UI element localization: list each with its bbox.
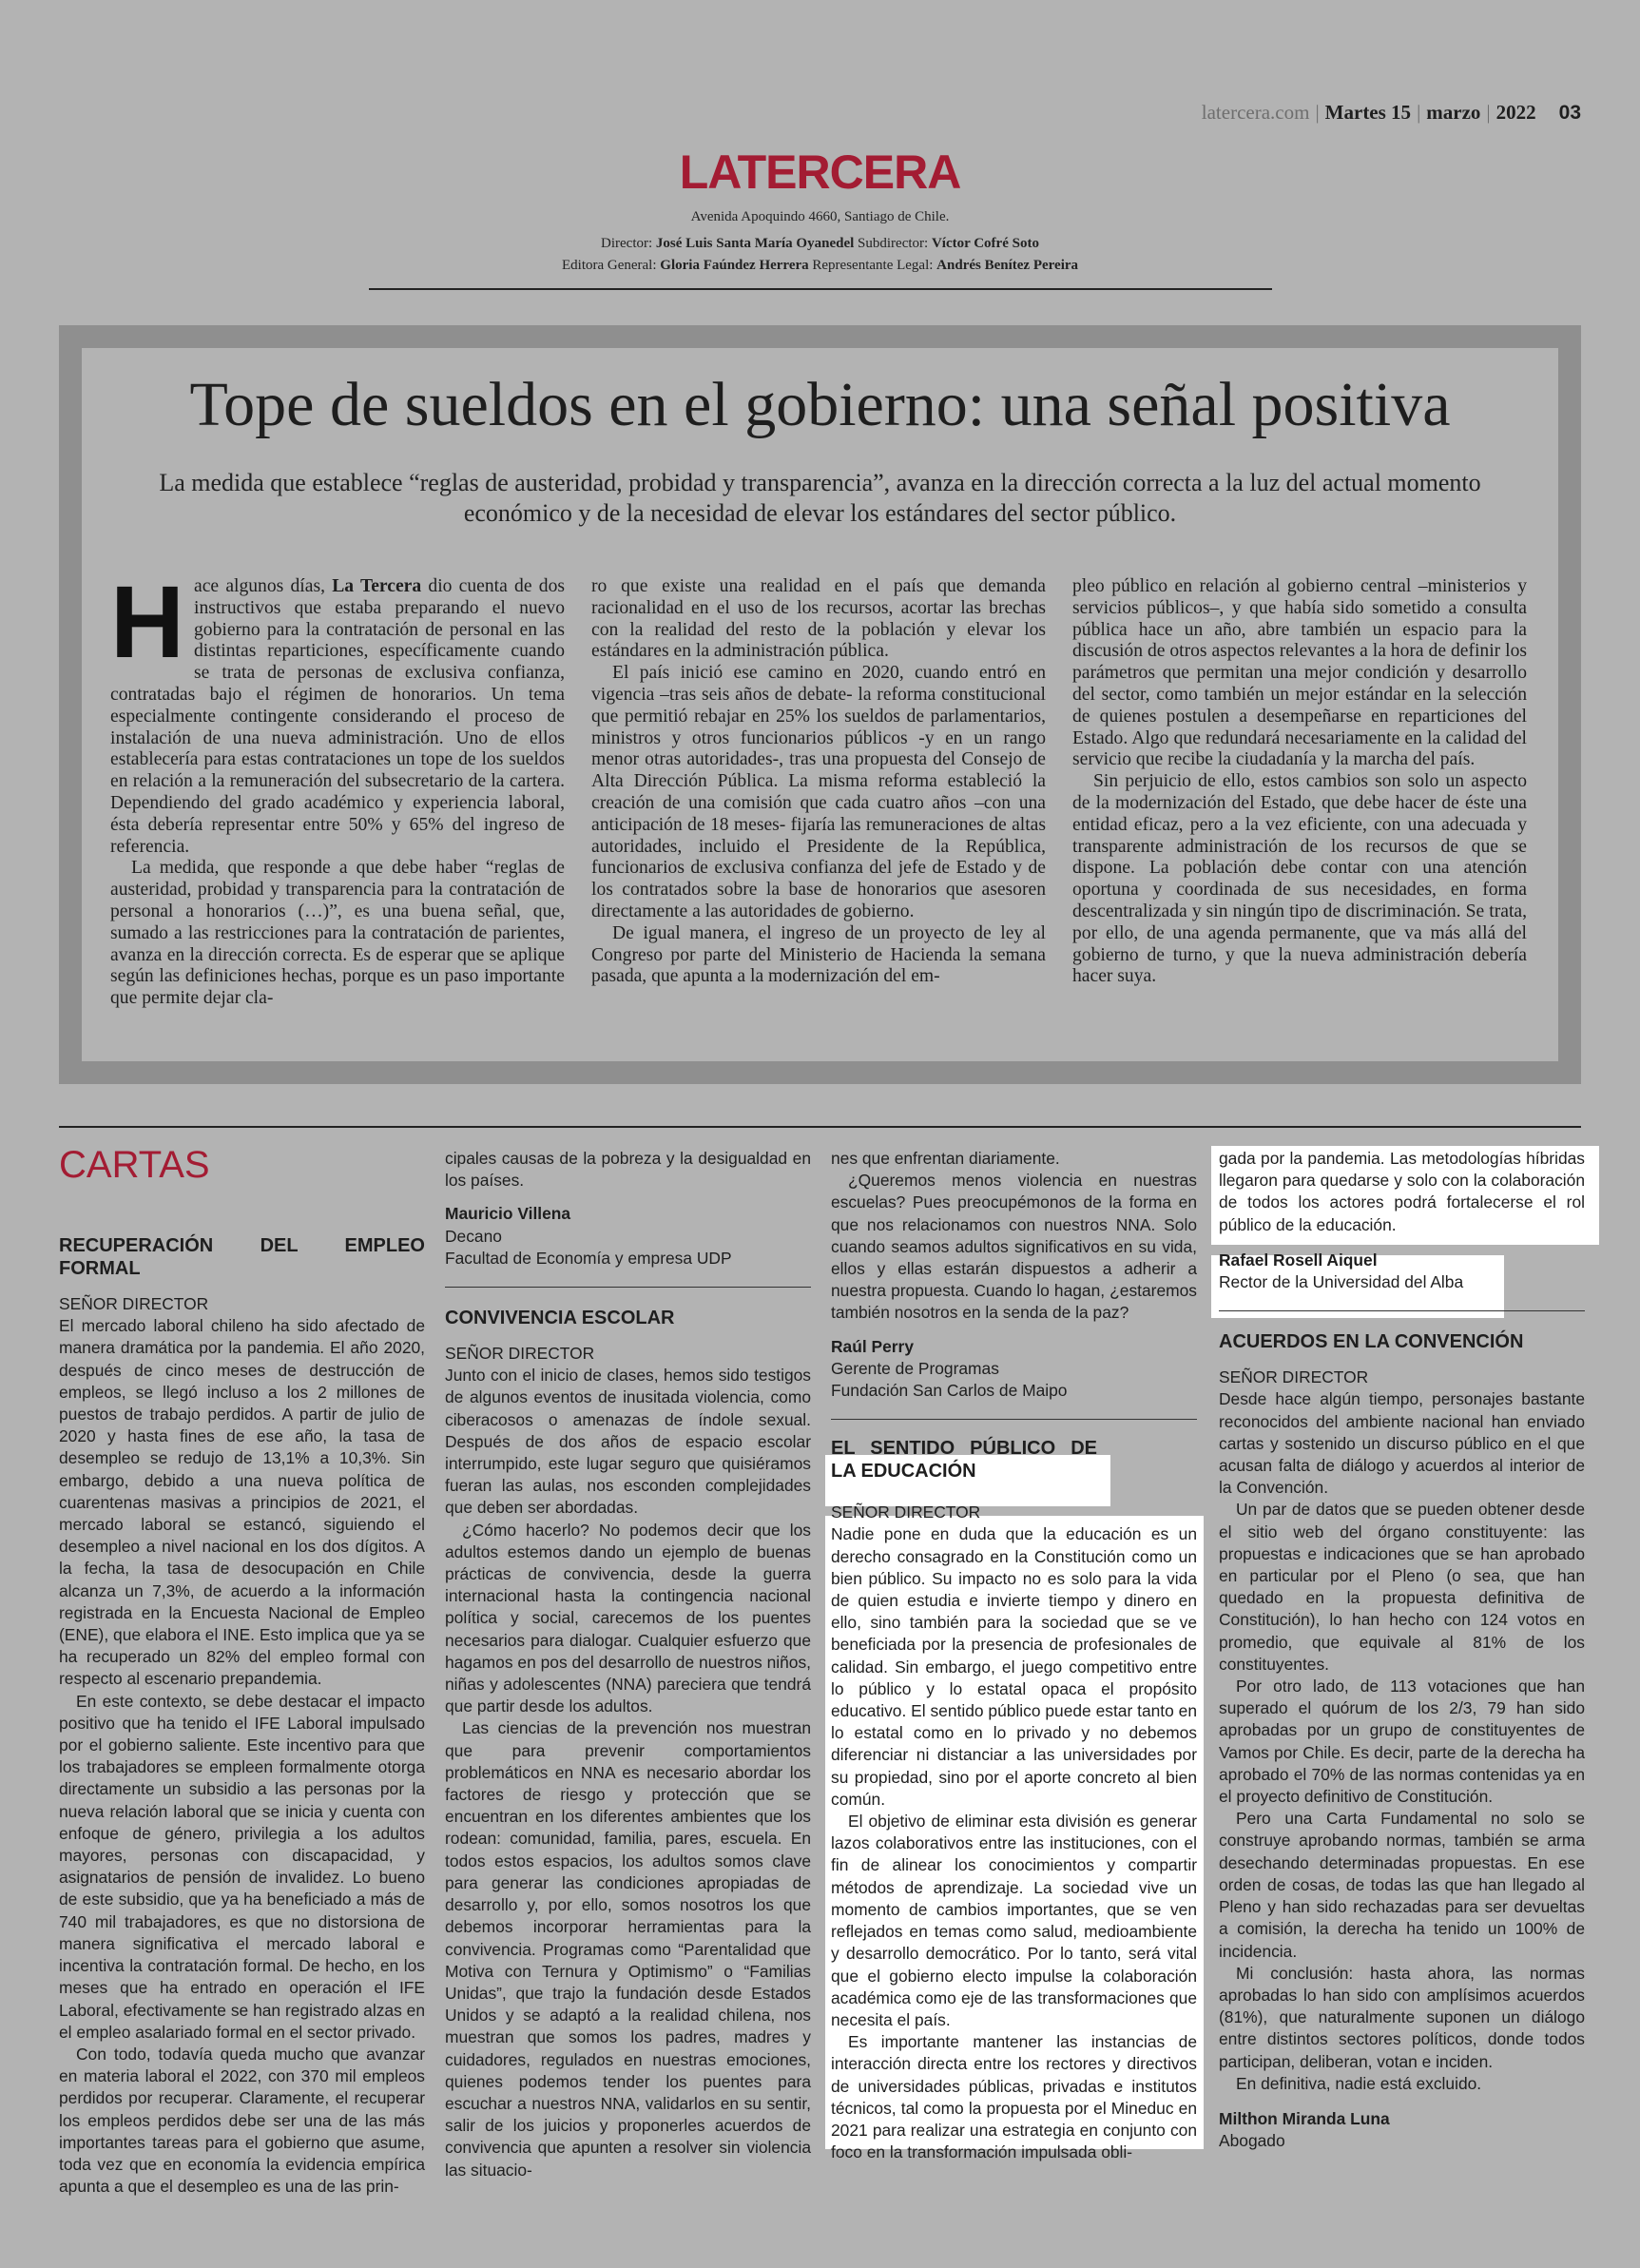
letters-column-4 [1219,1148,1585,2152]
section-title: CARTAS [59,1144,210,1186]
letters-column-2 [445,1148,811,2181]
letter-paragraph: El objetivo de eliminar esta división es generar lazos colaborativos entre las instituciones, con el fin de alinear los conocimientos y compartir métodos de aprendizaje. La sociedad vive un momento de cambios importantes, que se ven reflejados en temas como salud, medioambiente y desarrollo democrático. Por lo tanto, será vital que el gobierno electo impulse la colaboración académica como eje de las transformaciones que necesita el país. [831,1812,1197,2029]
letter-role: Decano [445,1226,502,1246]
letter-paragraph: Nadie pone en duda que la educación es un derecho consagrado en la Constitución como un bien público. Su impacto no es solo para la vida de quien estudia e invierte tiempo y dinero en ello, sino también para la sociedad que se ve beneficiada por la presencia de profesionales de calidad. Sin embargo, el juego competitivo entre lo público y lo estatal opaca el propósito educativo. El sentido público puede estar tanto en lo estatal como en lo privado y no debemos diferenciar ni distanciar a las universidades por su propiedad, sino por el aporte concreto al bien común. [831,1524,1197,1809]
letter-salutation: SEÑOR DIRECTOR [445,1344,595,1364]
letter-paragraph: nes que enfrentan diariamente. [831,1149,1060,1168]
letter-paragraph: El mercado laboral chileno ha sido afectado de manera dramática por la pandemia. El año 2020, después de cinco meses de destrucción de empleos, se llegó incluso a los 2 millones de puestos de trabajo perdidos. A partir de julio de 2020 y hasta fines de ese año, la tasa de desempleo se redujo de 13,1% a 10,3%. Sin embargo, debido a una nueva política de cuarentenas masivas a principios de 2021, el mercado laboral se estancó, siguiendo el desempleo a nivel nacional en los dos dígitos. A la fecha, la tasa de desocupación en Chile alcanza un 7,3%, de acuerdo a la información registrada en la Encuesta Nacional de Empleo (ENE), que elabora el INE. Esto implica que ya se ha recuperado un 82% del empleo formal con respecto al escenario prepandemia. [59,1316,425,1689]
editorial-paragraph: pleo público en relación al gobierno central –ministerios y servicios públicos–, y que había sido sometido a consulta pública hace un año, abre también un espacio para la discusión de otros aspectos relevantes a la hora de definir los parámetros que permitan una mejor condición y desarrollo del sector, como también un mejor estándar en la selección de quienes postulen a desempeñarse en reparticiones del Estado. Algo que redundará necesariamente en la calidad del servicio que recibe la ciudadanía y la marcha del país. [1072,576,1527,770]
newspaper-logo: LATERCERA [679,145,961,199]
section-divider [59,1126,1581,1128]
masthead-credits-1: Director: José Luis Santa María Oyanedel Subdirector: Víctor Cofré Soto [601,236,1039,251]
letter-divider [445,1287,811,1288]
letter-signature: Milthon Miranda Luna [1219,2108,1390,2128]
letter-paragraph: ¿Cómo hacerlo? No podemos decir que los adultos estemos dando un ejemplo de buenas prácticas de convivencia, desde la guerra internacional hasta la contingencia nacional política y social, carecemos de los puentes necesarios para dialogar. Cualquier esfuerzo que hagamos en pos del desarrollo de nuestros niños, niñas y adolescentes (NNA) pareciera que tendrá que partir desde los adultos. [445,1520,811,1716]
editorial-paragraph: Sin perjuicio de ello, estos cambios son solo un aspecto de la modernización del Estado, que debe hacer de éste una entidad eficaz, pero a la vez eficiente, con una adecuada y transparente administración de los recursos de que se dispone. La población debe contar con una atención oportuna y coordinada de sus necesidades, en forma descentralizada y sin ningún tipo de discriminación. Se trata, por ello, de una agenda permanente, que va más allá del gobierno de turno, y que la nueva administración debería hacer suya. [1072,771,1527,987]
masthead-address: Avenida Apoquindo 4660, Santiago de Chile. [690,209,950,224]
folio-year: 2022 [1495,101,1536,124]
editorial-column-1 [110,564,565,1010]
letter-paragraph: Desde hace algún tiempo, personajes bastante reconocidos del ambiente nacional han enviado cartas y sostenido un discurso público en el que acusan falta de diálogo y acuerdos al interior de la Convención. [1219,1389,1585,1498]
letter-paragraph: Junto con el inicio de clases, hemos sido testigos de algunos eventos de inusitada violencia, como ciberacosos o amenazas de índole sexual. Después de dos años de espacio escolar interrumpido, este lugar seguro que quisiéramos fueran las aulas, nos esconden complejidades que deben ser abordadas. [445,1366,811,1518]
letter-paragraph: Es importante mantener las instancias de interacción directa entre los rectores y directivos de universidades públicas, privadas e institutos técnicos, tal como la propuesta por el Mineduc en 2021 para realizar una estrategia en conjunto con foco en la transformación impulsada obli- [831,2032,1197,2162]
letter-role: Gerente de Programas [831,1358,999,1378]
letter-paragraph: Por otro lado, de 113 votaciones que han superado el quórum de los 2/3, 79 han sido aprobadas por un grupo de constituyentes de Vamos por Chile. Es decir, parte de la derecha ha aprobado el 70% de las normas contenidas ya en el proyecto definitivo de Constitución. [1219,1677,1585,1807]
editorial-title: Tope de sueldos en el gobierno: una señal positiva [189,370,1451,439]
masthead-credits-2: Editora General: Gloria Faúndez Herrera Representante Legal: Andrés Benítez Pereira [561,258,1079,273]
letter-heading: RECUPERACIÓN DEL EMPLEO FORMAL [59,1235,425,1279]
letter-salutation: SEÑOR DIRECTOR [831,1502,981,1522]
site-url: latercera.com [1201,101,1310,124]
letter-signature: Rafael Rosell Aiquel [1219,1250,1378,1270]
folio-month: marzo [1426,101,1481,124]
page-number: 03 [1558,102,1581,124]
letter-paragraph: En este contexto, se debe destacar el impacto positivo que ha tenido el IFE Laboral impulsado por el gobierno saliente. Este incentivo para que los trabajadores se empleen formalmente otorga directamente un subsidio a las personas por la nueva relación laboral que se inicia y cuenta con enfoque de género, privilegia a los adultos mayores, personas con discapacidad, y asignatarios de pensión de invalidez. Lo bueno de este subsidio, que ya ha beneficiado a más de 740 mil trabajadores, es que no distorsiona de manera significativa el mercado laboral e incentiva la contratación formal. De hecho, en los meses que ha entrado en operación el IFE Laboral, efectivamente se han registrado alzas en el empleo asalariado formal en el sector privado. [59,1691,425,2042]
letter-salutation: SEÑOR DIRECTOR [59,1294,209,1313]
letters-column-1 [59,1234,425,2198]
letter-divider [1219,1310,1585,1311]
letter-signature: Raúl Perry [831,1336,914,1356]
editorial-paragraph: La medida, que responde a que debe haber “reglas de austeridad, probidad y transparencia para la contratación de personal a honorarios (…)”, es una buena señal, que, sumado a las restricciones para la contratación de parientes, avanza en la dirección correcta. Es de esperar que se aplique según las definiciones hechas, porque es un paso importante que permite dejar cla- [110,858,565,1009]
letter-paragraph: Las ciencias de la prevención nos muestran que para prevenir comportamientos problemáticos en NNA es necesario abordar los factores de riesgo y protección que se encuentran en los diferentes ambientes que los rodean: comunidad, familia, pares, escuela. En todos estos espacios, los adultos somos clave para generar las condiciones apropiadas de desarrollo y, por ello, somos nosotros los que debemos incorporar herramientas para la convivencia. Programas como “Parentalidad que Motiva con Ternura y Optimismo” o “Familias Unidas”, que trajo la fundación desde Estados Unidos y se adaptó a la realidad chilena, nos muestran que somos los padres, madres y cuidadores, regulados en nuestras emociones, quienes podemos tender los puentes para escuchar a nuestros NNA, validarlos en su sentir, salir de los juicios y proponerles acuerdos de convivencia que apunten a resolver sin violencia las situacio- [445,1718,811,2180]
letters-column-3 [831,1148,1197,2163]
letter-signature: Mauricio Villena [445,1204,571,1224]
editorial-paragraph: El país inició ese camino en 2020, cuando entró en vigencia –tras seis años de debate- la reforma constitucional que permitió rebajar en 25% los sueldos de parlamentarios, ministros y otros funcionarios públicos -y en un rango menor otras autoridades-, tras una propuesta del Consejo de Alta Dirección Pública. La misma reforma estableció la creación de una comisión que cada cuatro años –con una anticipación de 18 meses- fijaría las remuneraciones de altas autoridades, incluido el Presidente de la República, funcionarios de exclusiva confianza del jefe de Estado y de los contratados sobre la base de honorarios que asesoren directamente a las autoridades de gobierno. [591,663,1046,921]
letter-paragraph: cipales causas de la pobreza y la desigualdad en los países. [445,1149,811,1191]
letter-paragraph: En definitiva, nadie está excluido. [1236,2073,1482,2093]
letter-paragraph: Un par de datos que se pueden obtener desde el sitio web del órgano constituyente: las propuestas e indicaciones que se han aprobado en particular por el Pleno (o sea, que han quedado en la propuesta definitiva de Constitución), lo han hecho con 124 votos en promedio, que equivale al 81% de los constituyentes. [1219,1500,1585,1674]
folio-day: Martes 15 [1324,101,1412,124]
letter-role: Rector de la Universidad del Alba [1219,1272,1464,1292]
letter-divider [831,1419,1197,1420]
editorial-column-3 [1072,576,1527,988]
editorial-paragraph: Hace algunos días, La Tercera dio cuenta de dos instructivos que estaba preparando el nuevo gobierno para la contratación de personal en las distintas reparticiones, específicamente cuando se trata de personas de exclusiva confianza, contratadas bajo el régimen de honorarios. Un tema especialmente contingente considerando el proceso de instalación de una nueva administración. Uno de ellos establecería para estas contrataciones un tope de los sueldos en relación a la remuneración del subsecretario de la cartera. Dependiendo del grado académico y experiencia laboral, ésta debería representar entre 50% y 65% del ingreso de referencia. [110,564,565,857]
letter-paragraph: Pero una Carta Fundamental no solo se construye aprobando normas, también se arma desechando determinadas propuestas. En ese orden de cosas, de todas las que han llegado al Pleno y han sido rechazadas para ser devueltas a comisión, la derecha ha tenido un 100% de incidencia. [1219,1809,1585,1961]
letter-heading: CONVIVENCIA ESCOLAR [445,1308,675,1329]
letter-paragraph: Con todo, todavía queda mucho que avanzar en materia laboral el 2022, con 370 mil empleos perdidos por recuperar. Claramente, el recuperar los empleos perdidos debe ser una de las más importantes tareas para el gobierno que asume, toda vez que en economía la evidencia empírica apunta a que el desempleo es una de las prin- [59,2044,425,2197]
editorial-subtitle: La medida que establece “reglas de austeridad, probidad y transparencia”, avanza en la dirección correcta a la luz del actual momento económico y de la necesidad de elevar los estándares del sector público. [159,469,1481,527]
letter-role: Fundación San Carlos de Maipo [831,1381,1068,1401]
newspaper-name: La Tercera [332,576,422,596]
letter-heading: EL SENTIDO PÚBLICO DE LA EDUCACIÓN [831,1438,1097,1483]
page-folio: latercera.com | Martes 15 | marzo | 2022 03 [1201,101,1581,124]
drop-cap: H [110,564,184,679]
editorial-paragraph: De igual manera, el ingreso de un proyecto de ley al Congreso por parte del Ministerio de Hacienda la semana pasada, que apunta a la modernización del em- [591,922,1046,987]
letter-paragraph: ¿Queremos menos violencia en nuestras escuelas? Pues preocupémonos de la forma en que nos relacionamos con nuestros NNA. Solo cuando seamos adultos significativos en su vida, ellos y ellas estarán dispuestos a adherir a nuestra propuesta. Cuando lo hagan, ¿estaremos también nosotros en la senda de la paz? [831,1171,1197,1323]
letter-paragraph: Mi conclusión: hasta ahora, las normas aprobadas lo han sido con amplísimos acuerdos (81%), que naturalmente suponen un diálogo entre distintos sectores políticos, donde todos participan, deliberan, votan e inciden. [1219,1963,1585,2071]
letter-heading: ACUERDOS EN LA CONVENCIÓN [1219,1331,1524,1353]
letter-paragraph: gada por la pandemia. Las metodologías híbridas llegaron para quedarse y solo con la colaboración de todos los actores podrá fortalecerse el rol público de la educación. [1219,1149,1585,1234]
editorial-paragraph: ro que existe una realidad en el país que demanda racionalidad en el uso de los recursos, acortar las brechas con la realidad del resto de la población y elevar los estándares en la administración pública. [591,576,1046,662]
masthead-divider [369,288,1272,290]
letter-salutation: SEÑOR DIRECTOR [1219,1367,1369,1387]
editorial-column-2 [591,576,1046,988]
letter-role: Facultad de Economía y empresa UDP [445,1248,732,1268]
letter-role: Abogado [1219,2131,1285,2151]
